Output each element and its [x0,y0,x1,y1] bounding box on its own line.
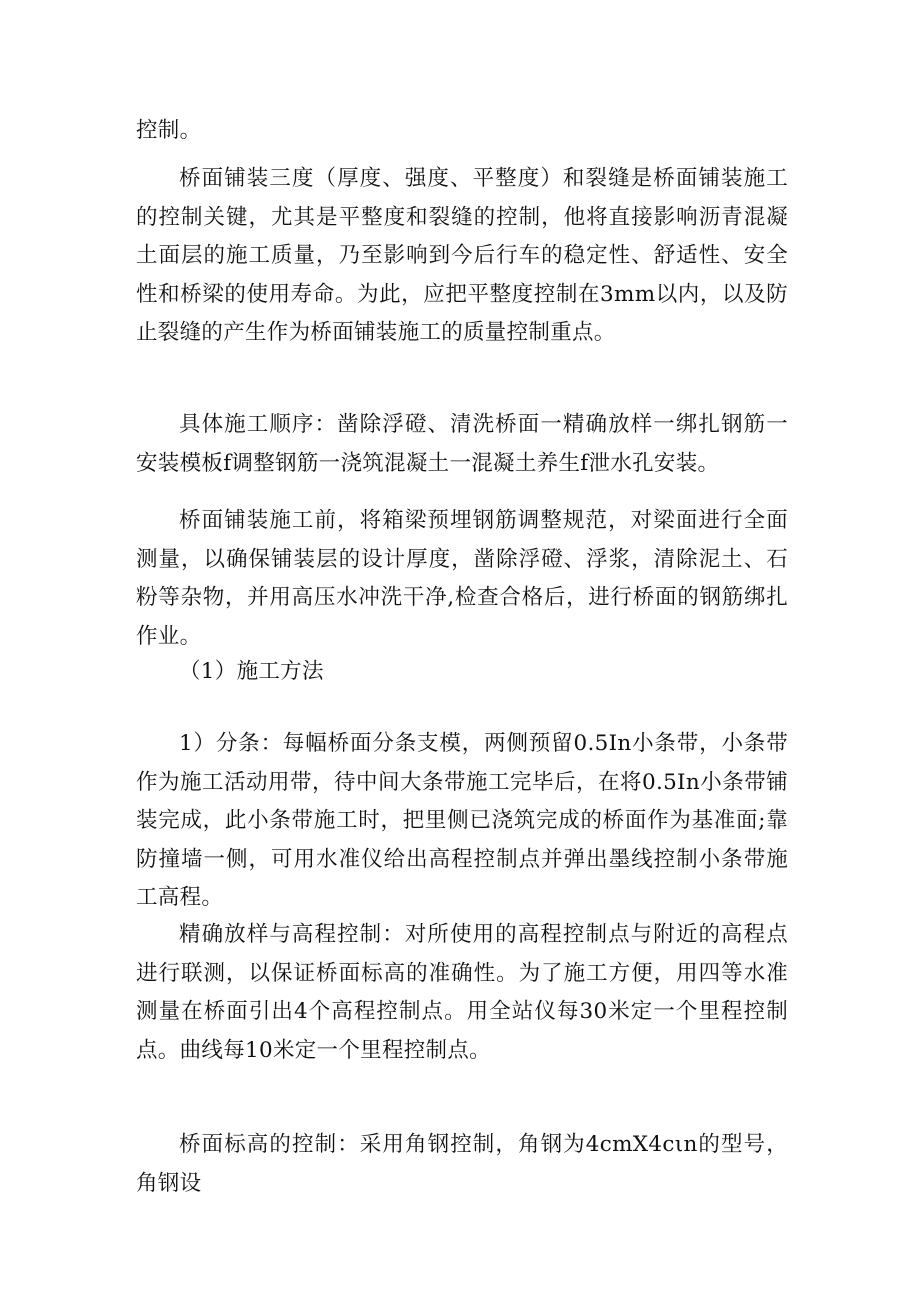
paragraph-construction-sequence: 具体施工顺序：凿除浮磴、清洗桥面一精确放样一绑扎钢筋一安装模板f调整钢筋一浇筑混凝土一混凝土养生f泄水孔安装。 [136,412,788,476]
paragraph-pre-construction: 桥面铺装施工前，将箱梁预埋钢筋调整规范，对梁面进行全面测量，以确保铺装层的设计厚度，凿除浮磴、浮浆，清除泥土、石粉等杂物，并用高压水冲洗干净,检查合格后，进行桥面的钢筋绑扎作业。 [136,508,788,649]
paragraph-deck-elevation-control: 桥面标高的控制：采用角钢控制，角钢为4cmX4cιn的型号，角钢设 [136,1132,788,1196]
paragraph-continuation: 控制。 [136,118,202,143]
paragraph-deck-paving-control: 桥面铺装三度（厚度、强度、平整度）和裂缝是桥面铺装施工的控制关键，尤其是平整度和裂缝的控制，他将直接影响沥青混凝土面层的施工质量，乃至影响到今后行车的稳定性、舒适性、安全性和桥梁的使用寿命。为此，应把平整度控制在3mm以内，以及防止裂缝的产生作为桥面铺装施工的质量控制重点。 [136,166,788,345]
paragraph-layout-elevation-control: 精确放样与高程控制：对所使用的高程控制点与附近的高程点进行联测，以保证桥面标高的准确性。为了施工方便，用四等水准测量在桥面引出4个高程控制点。用全站仪每30米定一个里程控制点。曲线每10米定一个里程控制点。 [136,922,788,1063]
section-heading-construction-method: （1）施工方法 [179,659,324,684]
paragraph-strip-division: 1）分条：每幅桥面分条支模，两侧预留0.5In小条带，小条带作为施工活动用带，待中间大条带施工完毕后，在将0.5In小条带铺装完成，此小条带施工时，把里侧已浇筑完成的桥面作为基准面;靠防撞墙一侧，可用水准仪给出高程控制点并弹出墨线控制小条带施工高程。 [136,731,788,910]
